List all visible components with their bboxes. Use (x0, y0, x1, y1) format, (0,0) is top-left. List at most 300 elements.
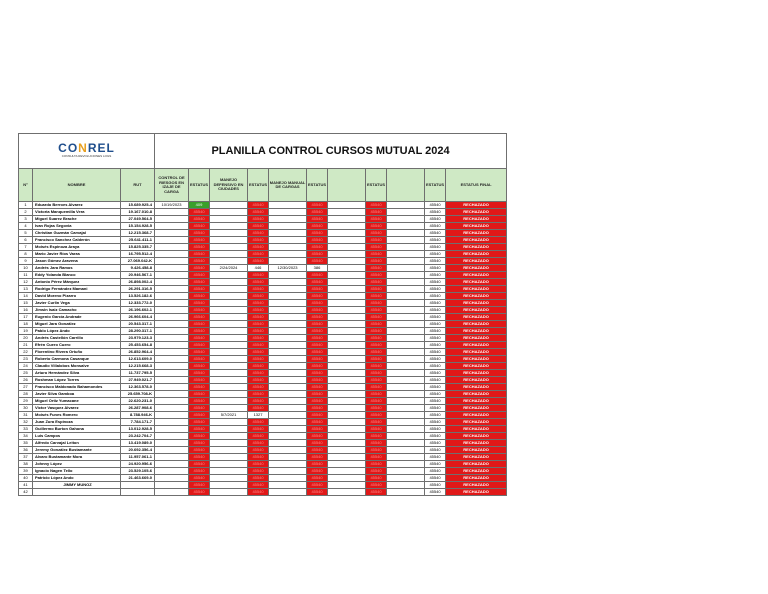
final-status-cell: RECHAZADO (446, 300, 507, 307)
status-1-cell: 45540 (189, 461, 210, 468)
status-5-cell: 45540 (425, 398, 446, 405)
course-5-date-cell (387, 300, 425, 307)
course-4-date-cell (328, 349, 366, 356)
status-5-cell: 45540 (425, 265, 446, 272)
status-3-cell: 45540 (307, 321, 328, 328)
course-1-date-cell (155, 251, 189, 258)
status-5-cell: 45540 (425, 482, 446, 489)
course-2-date-cell (210, 482, 248, 489)
status-1-cell: 45540 (189, 342, 210, 349)
rut-cell: 20.946.567-1 (121, 272, 155, 279)
course-3-date-cell (269, 300, 307, 307)
rut-cell: 20.543.317-1 (121, 321, 155, 328)
final-status-cell: RECHAZADO (446, 468, 507, 475)
rut-cell: 13.419.089-0 (121, 440, 155, 447)
course-2-date-cell (210, 223, 248, 230)
status-3-cell: 45540 (307, 230, 328, 237)
status-5-cell: 45540 (425, 237, 446, 244)
col-status-1: ESTATUS (189, 169, 210, 202)
final-status-cell: RECHAZADO (446, 461, 507, 468)
course-3-date-cell (269, 370, 307, 377)
name-cell: Rodrigo Fernández Mamani (33, 286, 121, 293)
num-cell: 4 (19, 223, 33, 230)
course-4-date-cell (328, 293, 366, 300)
course-1-date-cell (155, 216, 189, 223)
final-status-cell: RECHAZADO (446, 440, 507, 447)
course-3-date-cell (269, 230, 307, 237)
status-4-cell: 45540 (366, 293, 387, 300)
course-3-date-cell (269, 412, 307, 419)
status-1-cell: 45540 (189, 230, 210, 237)
course-5-date-cell (387, 321, 425, 328)
status-2-cell: 45540 (248, 314, 269, 321)
course-2-date-cell (210, 244, 248, 251)
rut-cell: 21.463.669-0 (121, 475, 155, 482)
rut-cell: 20.692.356-4 (121, 447, 155, 454)
rut-cell: 27.049.564-5 (121, 216, 155, 223)
course-5-date-cell (387, 251, 425, 258)
course-3-date-cell (269, 384, 307, 391)
course-3-date-cell (269, 342, 307, 349)
course-3-date-cell (269, 314, 307, 321)
name-cell: Eddy Yolanda Blanco (33, 272, 121, 279)
table-row (19, 398, 507, 405)
num-cell: 33 (19, 426, 33, 433)
status-1-cell: 45540 (189, 321, 210, 328)
status-1-cell: 45540 (189, 279, 210, 286)
num-cell: 2 (19, 209, 33, 216)
status-2-cell: 45540 (248, 384, 269, 391)
num-cell: 30 (19, 405, 33, 412)
rut-cell: 22.620.231-0 (121, 398, 155, 405)
num-cell: 18 (19, 321, 33, 328)
course-4-date-cell (328, 377, 366, 384)
table-row (19, 251, 507, 258)
final-status-cell: RECHAZADO (446, 433, 507, 440)
status-3-cell: 45540 (307, 216, 328, 223)
course-5-date-cell (387, 272, 425, 279)
rut-cell: 26.852.964-4 (121, 349, 155, 356)
course-4-date-cell (328, 454, 366, 461)
final-status-cell: RECHAZADO (446, 244, 507, 251)
course-1-date-cell (155, 223, 189, 230)
status-3-cell: 45540 (307, 405, 328, 412)
course-1-date-cell (155, 293, 189, 300)
status-4-cell: 45540 (366, 405, 387, 412)
col-course-5 (387, 169, 425, 202)
table-row (19, 342, 507, 349)
course-2-date-cell (210, 475, 248, 482)
course-1-date-cell (155, 300, 189, 307)
status-1-cell: 45540 (189, 251, 210, 258)
table-row (19, 244, 507, 251)
table-row (19, 265, 507, 272)
status-5-cell: 45540 (425, 251, 446, 258)
table-row (19, 349, 507, 356)
rut-cell: 15.825.335-7 (121, 244, 155, 251)
status-1-cell: 45540 (189, 377, 210, 384)
status-3-cell: 45540 (307, 482, 328, 489)
final-status-cell: RECHAZADO (446, 475, 507, 482)
course-2-date-cell (210, 363, 248, 370)
course-5-date-cell (387, 223, 425, 230)
course-3-date-cell (269, 258, 307, 265)
rut-cell: 16.795.512-4 (121, 251, 155, 258)
status-2-cell: 45540 (248, 272, 269, 279)
table-row (19, 412, 507, 419)
course-3-date-cell (269, 209, 307, 216)
status-2-cell: 45540 (248, 216, 269, 223)
course-3-date-cell (269, 398, 307, 405)
status-5-cell: 45540 (425, 244, 446, 251)
status-4-cell: 45540 (366, 447, 387, 454)
status-5-cell: 45540 (425, 314, 446, 321)
status-2-cell: 45540 (248, 475, 269, 482)
status-2-cell: 45540 (248, 426, 269, 433)
name-cell: David Moreno Pizarro (33, 293, 121, 300)
table-row (19, 426, 507, 433)
status-2-cell: 45540 (248, 377, 269, 384)
col-status-3: ESTATUS (307, 169, 328, 202)
rut-cell: 11.957.061-1 (121, 454, 155, 461)
final-status-cell: RECHAZADO (446, 258, 507, 265)
status-4-cell: 45540 (366, 202, 387, 209)
course-5-date-cell (387, 356, 425, 363)
course-4-date-cell (328, 328, 366, 335)
status-4-cell: 45540 (366, 482, 387, 489)
course-2-date-cell (210, 314, 248, 321)
course-3-date-cell (269, 321, 307, 328)
status-5-cell: 45540 (425, 293, 446, 300)
name-cell: Ignacio Nagen Tello (33, 468, 121, 475)
course-1-date-cell (155, 426, 189, 433)
status-2-cell: 45540 (248, 356, 269, 363)
status-4-cell: 45540 (366, 468, 387, 475)
course-1-date-cell (155, 440, 189, 447)
course-5-date-cell (387, 216, 425, 223)
course-5-date-cell (387, 482, 425, 489)
num-cell: 9 (19, 258, 33, 265)
status-3-cell: 45540 (307, 454, 328, 461)
status-1-cell: 45540 (189, 216, 210, 223)
rut-cell: 23.979.123-3 (121, 335, 155, 342)
status-4-cell: 45540 (366, 237, 387, 244)
course-5-date-cell (387, 440, 425, 447)
course-3-date-cell (269, 468, 307, 475)
table-row (19, 209, 507, 216)
course-2-date-cell: 2/24/2024 (210, 265, 248, 272)
status-5-cell: 45540 (425, 454, 446, 461)
final-status-cell: RECHAZADO (446, 370, 507, 377)
course-1-date-cell (155, 244, 189, 251)
course-2-date-cell (210, 489, 248, 496)
rut-cell (121, 482, 155, 489)
course-5-date-cell (387, 293, 425, 300)
course-4-date-cell (328, 286, 366, 293)
course-4-date-cell (328, 440, 366, 447)
status-5-cell: 45540 (425, 300, 446, 307)
status-2-cell: 45540 (248, 335, 269, 342)
course-5-date-cell (387, 433, 425, 440)
status-1-cell: 45540 (189, 307, 210, 314)
num-cell: 28 (19, 391, 33, 398)
rut-cell: 25.641.411-1 (121, 237, 155, 244)
course-1-date-cell (155, 419, 189, 426)
course-4-date-cell (328, 335, 366, 342)
status-2-cell: 1327 (248, 412, 269, 419)
status-1-cell: 45540 (189, 272, 210, 279)
status-3-cell: 45540 (307, 328, 328, 335)
status-5-cell: 45540 (425, 286, 446, 293)
table-row (19, 405, 507, 412)
table-row (19, 286, 507, 293)
num-cell: 39 (19, 468, 33, 475)
status-2-cell: 45540 (248, 454, 269, 461)
course-2-date-cell (210, 356, 248, 363)
num-cell: 22 (19, 349, 33, 356)
course-2-date-cell (210, 461, 248, 468)
status-3-cell: 45540 (307, 475, 328, 482)
status-4-cell: 45540 (366, 314, 387, 321)
final-status-cell: RECHAZADO (446, 293, 507, 300)
status-5-cell: 45540 (425, 461, 446, 468)
course-2-date-cell (210, 349, 248, 356)
status-5-cell: 45540 (425, 272, 446, 279)
course-2-date-cell (210, 454, 248, 461)
course-1-date-cell (155, 398, 189, 405)
course-5-date-cell (387, 405, 425, 412)
status-4-cell: 45540 (366, 370, 387, 377)
status-4-cell: 45540 (366, 433, 387, 440)
status-2-cell: 45540 (248, 223, 269, 230)
course-5-date-cell (387, 307, 425, 314)
status-3-cell: 45540 (307, 461, 328, 468)
course-4-date-cell (328, 209, 366, 216)
course-3-date-cell (269, 391, 307, 398)
course-5-date-cell (387, 489, 425, 496)
status-4-cell: 45540 (366, 335, 387, 342)
final-status-cell: RECHAZADO (446, 447, 507, 454)
course-1-date-cell: 10/19/2023 (155, 202, 189, 209)
status-1-cell: 45540 (189, 265, 210, 272)
final-status-cell: RECHAZADO (446, 279, 507, 286)
status-2-cell: 45540 (248, 258, 269, 265)
status-5-cell: 45540 (425, 475, 446, 482)
table-row (19, 328, 507, 335)
num-cell: 38 (19, 461, 33, 468)
course-5-date-cell (387, 314, 425, 321)
course-1-date-cell (155, 321, 189, 328)
course-1-date-cell (155, 405, 189, 412)
course-4-date-cell (328, 426, 366, 433)
course-1-date-cell (155, 258, 189, 265)
rut-cell: 13.012.928-5 (121, 426, 155, 433)
status-3-cell: 45540 (307, 286, 328, 293)
rut-cell: 26.898.002-4 (121, 279, 155, 286)
status-3-cell: 45540 (307, 377, 328, 384)
rut-cell: 24.920.956-6 (121, 461, 155, 468)
course-3-date-cell (269, 202, 307, 209)
status-5-cell: 45540 (425, 356, 446, 363)
num-cell: 1 (19, 202, 33, 209)
status-1-cell: 45540 (189, 433, 210, 440)
name-cell: Moisés Funes Romero (33, 412, 121, 419)
status-5-cell: 45540 (425, 419, 446, 426)
status-3-cell: 45540 (307, 447, 328, 454)
rut-cell: 8.788.946-K (121, 412, 155, 419)
status-5-cell: 45540 (425, 279, 446, 286)
status-5-cell: 45540 (425, 426, 446, 433)
status-5-cell: 45540 (425, 307, 446, 314)
course-3-date-cell (269, 286, 307, 293)
course-1-date-cell (155, 356, 189, 363)
name-cell: Guillermo Burton Gahona (33, 426, 121, 433)
course-1-date-cell (155, 279, 189, 286)
control-table (18, 133, 507, 496)
course-4-date-cell (328, 300, 366, 307)
final-status-cell: RECHAZADO (446, 426, 507, 433)
status-3-cell: 45540 (307, 237, 328, 244)
col-name: NOMBRE (33, 169, 121, 202)
course-4-date-cell (328, 223, 366, 230)
status-2-cell: 45540 (248, 405, 269, 412)
status-4-cell: 45540 (366, 230, 387, 237)
status-1-cell: 45540 (189, 489, 210, 496)
course-4-date-cell (328, 202, 366, 209)
column-header-row (19, 169, 507, 202)
status-1-cell: 45540 (189, 223, 210, 230)
final-status-cell: RECHAZADO (446, 307, 507, 314)
rut-cell: 15.689.925-4 (121, 202, 155, 209)
name-cell: JIMMY MUNOZ (33, 482, 121, 489)
course-4-date-cell (328, 468, 366, 475)
course-3-date-cell (269, 419, 307, 426)
status-4-cell: 45540 (366, 349, 387, 356)
rut-cell: 19.167.010-8 (121, 209, 155, 216)
status-5-cell: 45540 (425, 216, 446, 223)
status-4-cell: 45540 (366, 363, 387, 370)
course-1-date-cell (155, 230, 189, 237)
course-5-date-cell (387, 237, 425, 244)
course-5-date-cell (387, 209, 425, 216)
status-3-cell: 45540 (307, 251, 328, 258)
name-cell: Eduardo Berroes Alvarez (33, 202, 121, 209)
course-2-date-cell (210, 251, 248, 258)
status-1-cell: 45540 (189, 237, 210, 244)
course-1-date-cell (155, 328, 189, 335)
name-cell: Jason Gómez Aravena (33, 258, 121, 265)
status-2-cell: 45540 (248, 440, 269, 447)
rut-cell: 23.242.704-7 (121, 433, 155, 440)
final-status-cell: RECHAZADO (446, 321, 507, 328)
status-4-cell: 45540 (366, 328, 387, 335)
name-cell: Luis Campos (33, 433, 121, 440)
status-1-cell: 45540 (189, 293, 210, 300)
final-status-cell: RECHAZADO (446, 363, 507, 370)
status-2-cell: 45540 (248, 328, 269, 335)
status-3-cell: 45540 (307, 419, 328, 426)
course-5-date-cell (387, 335, 425, 342)
status-4-cell: 45540 (366, 244, 387, 251)
course-5-date-cell (387, 461, 425, 468)
status-3-cell: 45540 (307, 384, 328, 391)
course-5-date-cell (387, 398, 425, 405)
num-cell: 13 (19, 286, 33, 293)
course-1-date-cell (155, 384, 189, 391)
course-3-date-cell (269, 335, 307, 342)
course-4-date-cell (328, 461, 366, 468)
course-1-date-cell (155, 363, 189, 370)
course-1-date-cell (155, 468, 189, 475)
num-cell: 29 (19, 398, 33, 405)
course-2-date-cell (210, 398, 248, 405)
status-2-cell: 45540 (248, 230, 269, 237)
table-row (19, 356, 507, 363)
course-5-date-cell (387, 258, 425, 265)
status-1-cell: 45540 (189, 447, 210, 454)
name-cell: Moisés Espinoza Araya (33, 244, 121, 251)
num-cell: 26 (19, 377, 33, 384)
status-3-cell: 45540 (307, 272, 328, 279)
table-row (19, 447, 507, 454)
num-cell: 31 (19, 412, 33, 419)
final-status-cell: RECHAZADO (446, 405, 507, 412)
status-2-cell: 45540 (248, 363, 269, 370)
status-2-cell: 45540 (248, 244, 269, 251)
status-3-cell: 45540 (307, 426, 328, 433)
course-5-date-cell (387, 391, 425, 398)
rut-cell: 25.659.708-K (121, 391, 155, 398)
final-status-cell: RECHAZADO (446, 209, 507, 216)
status-3-cell: 45540 (307, 279, 328, 286)
status-2-cell: 45540 (248, 251, 269, 258)
table-row (19, 419, 507, 426)
status-1-cell: 45540 (189, 419, 210, 426)
rut-cell: 7.784.171-7 (121, 419, 155, 426)
status-5-cell: 45540 (425, 363, 446, 370)
name-cell: Victor Vasquez Alvarez (33, 405, 121, 412)
num-cell: 23 (19, 356, 33, 363)
final-status-cell: RECHAZADO (446, 237, 507, 244)
course-5-date-cell (387, 363, 425, 370)
course-1-date-cell (155, 475, 189, 482)
status-3-cell: 45540 (307, 202, 328, 209)
final-status-cell: RECHAZADO (446, 419, 507, 426)
status-5-cell: 45540 (425, 440, 446, 447)
course-3-date-cell (269, 489, 307, 496)
rut-cell: 27.949.021-7 (121, 377, 155, 384)
course-4-date-cell (328, 230, 366, 237)
status-1-cell: 45540 (189, 468, 210, 475)
final-status-cell: RECHAZADO (446, 482, 507, 489)
course-2-date-cell (210, 230, 248, 237)
status-2-cell: 45540 (248, 209, 269, 216)
table-row (19, 377, 507, 384)
final-status-cell: RECHAZADO (446, 384, 507, 391)
final-status-cell: RECHAZADO (446, 265, 507, 272)
status-4-cell: 45540 (366, 461, 387, 468)
col-course-2: MANEJO DEFENSIVO EN CIUDADES (210, 169, 248, 202)
status-4-cell: 45540 (366, 398, 387, 405)
status-4-cell: 45540 (366, 475, 387, 482)
course-5-date-cell (387, 377, 425, 384)
status-5-cell: 45540 (425, 342, 446, 349)
status-4-cell: 45540 (366, 216, 387, 223)
course-5-date-cell (387, 426, 425, 433)
course-2-date-cell (210, 433, 248, 440)
rut-cell: 12.363.578-0 (121, 384, 155, 391)
status-3-cell: 45540 (307, 433, 328, 440)
